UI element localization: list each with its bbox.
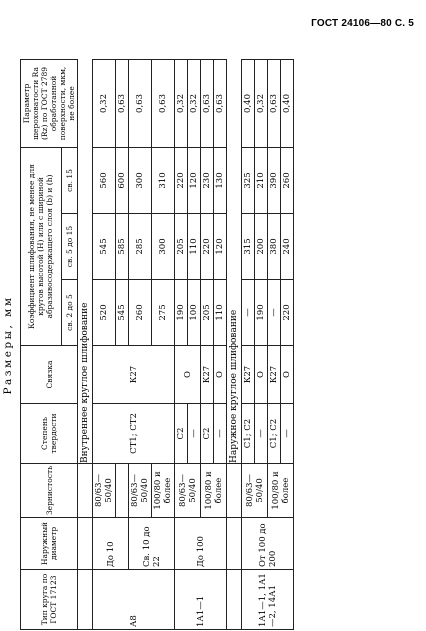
table-cell: 325 (242, 147, 255, 213)
col-diameter: Наружный диаметр (21, 518, 78, 570)
table-cell: К27 (201, 346, 214, 404)
table-cell: 110 (188, 214, 201, 280)
rotated-table-block (0, 60, 370, 630)
col-coef-3: св. 15 (61, 147, 77, 213)
table-cell: С1; С2 (242, 404, 255, 464)
table-cell: С1; С2 (268, 404, 281, 464)
table-cell: 380 (268, 214, 281, 280)
table-cell: 300 (152, 214, 175, 280)
table-cell: От 100 до 200 (242, 518, 294, 570)
table-cell (116, 464, 129, 518)
table-cell: 100/80 и более (152, 464, 175, 518)
table-cell: 0,32 (188, 59, 201, 147)
table-cell: О (255, 346, 268, 404)
page-header: ГОСТ 24106—80 С. 5 (311, 18, 414, 29)
table-cell: 220 (175, 147, 188, 213)
table-cell: 100 (188, 280, 201, 346)
sizes-title: Размеры, мм (2, 295, 14, 395)
table-cell: 0,63 (268, 59, 281, 147)
table-cell: 300 (129, 147, 152, 213)
table-cell: — (281, 404, 294, 464)
table-cell: 130 (214, 147, 227, 213)
table-cell: О (281, 346, 294, 404)
table-cell: — (268, 280, 281, 346)
table-cell: 1А1—1 (175, 570, 227, 630)
table-cell: До 10 (93, 518, 129, 570)
table-cell: 210 (255, 147, 268, 213)
table-cell: — (242, 280, 255, 346)
table-cell: 100/80 и более (201, 464, 227, 518)
section-internal: Внутреннее круглое шлифование (78, 59, 93, 463)
table-cell: К27 (93, 346, 175, 404)
table-cell: 80/63—50/40 (93, 464, 116, 518)
table-cell: О (214, 346, 227, 404)
header-row-1 (21, 59, 62, 629)
table-cell: 80/63—50/40 (129, 464, 152, 518)
table-cell (227, 518, 242, 570)
table-row (93, 59, 116, 629)
table-cell: К27 (268, 346, 281, 404)
table-cell: 315 (242, 214, 255, 280)
table-cell: 260 (281, 147, 294, 213)
table-cell: А8 (93, 570, 175, 630)
table-cell: 260 (129, 280, 152, 346)
table-cell: 80/63—50/40 (242, 464, 268, 518)
table-cell: 100/80 и более (268, 464, 294, 518)
table-cell: 0,63 (129, 59, 152, 147)
col-roughness: Параметр шероховатости Ra (Rz) по ГОСТ 2789 обработанной поверхности, мкм, не более (21, 59, 78, 147)
table-cell: 220 (201, 214, 214, 280)
table-cell: 0,32 (93, 59, 116, 147)
table-cell: 110 (214, 280, 227, 346)
table-row (129, 59, 152, 629)
table-cell: 390 (268, 147, 281, 213)
table-cell: 310 (152, 147, 175, 213)
table-cell: 190 (175, 280, 188, 346)
table-cell (78, 570, 93, 630)
table-cell: 545 (93, 214, 116, 280)
col-bond: Связка (21, 346, 78, 404)
col-type: Тип круга по ГОСТ 17123 (21, 570, 78, 630)
table-cell: 230 (201, 147, 214, 213)
table-cell: 0,32 (175, 59, 188, 147)
section-external: Наружное круглое шлифование (227, 59, 242, 463)
table-cell: 240 (281, 214, 294, 280)
table-cell: 0,63 (116, 59, 129, 147)
table-cell: 285 (129, 214, 152, 280)
table-cell (227, 464, 242, 518)
col-coef-1: св. 2 до 5 (61, 280, 77, 346)
col-coef-2: св. 5 до 15 (61, 214, 77, 280)
table-cell: 0,63 (201, 59, 214, 147)
table-cell: 600 (116, 147, 129, 213)
col-grit: Зернистость (21, 464, 78, 518)
table-cell: 80/63—50/40 (175, 464, 201, 518)
table-row (242, 59, 255, 629)
table-cell: — (255, 404, 268, 464)
col-hardness: Степень твердости (21, 404, 78, 464)
section-row (78, 59, 93, 629)
table-cell: 205 (175, 214, 188, 280)
table-cell: С2 (175, 404, 188, 464)
table-cell (227, 570, 242, 630)
table-cell: 0,40 (242, 59, 255, 147)
table-cell: 1А1—1, 1А1—2, 14А1 (242, 570, 294, 630)
table-row (175, 59, 188, 629)
table-cell: 205 (201, 280, 214, 346)
table-cell: — (188, 404, 201, 464)
table-cell: 120 (214, 214, 227, 280)
table-cell: 0,63 (214, 59, 227, 147)
table-cell: СТ1; СТ2 (93, 404, 175, 464)
table-cell: До 100 (175, 518, 227, 570)
table-cell: 200 (255, 214, 268, 280)
table-cell: О (175, 346, 201, 404)
table-cell (78, 464, 93, 518)
grinding-wheel-table (20, 59, 294, 630)
table-cell: 0,32 (255, 59, 268, 147)
table-cell: 545 (116, 280, 129, 346)
table-cell: 520 (93, 280, 116, 346)
table-cell (78, 518, 93, 570)
table-cell: 560 (93, 147, 116, 213)
table-cell: С2 (201, 404, 214, 464)
table-cell: 275 (152, 280, 175, 346)
table-cell: Св. 10 до 22 (129, 518, 175, 570)
table-cell: 585 (116, 214, 129, 280)
col-coef-group: Коэффициент шлифования, не менее для кругов высотой (H) или с шириной абразивосодержащего слоя (b) и (h) (21, 147, 62, 345)
section-row (227, 59, 242, 629)
table-cell: 0,40 (281, 59, 294, 147)
table-cell: — (214, 404, 227, 464)
table-cell: 220 (281, 280, 294, 346)
table-cell: 190 (255, 280, 268, 346)
table-cell: 120 (188, 147, 201, 213)
table-cell: К27 (242, 346, 255, 404)
table-cell: 0,63 (152, 59, 175, 147)
